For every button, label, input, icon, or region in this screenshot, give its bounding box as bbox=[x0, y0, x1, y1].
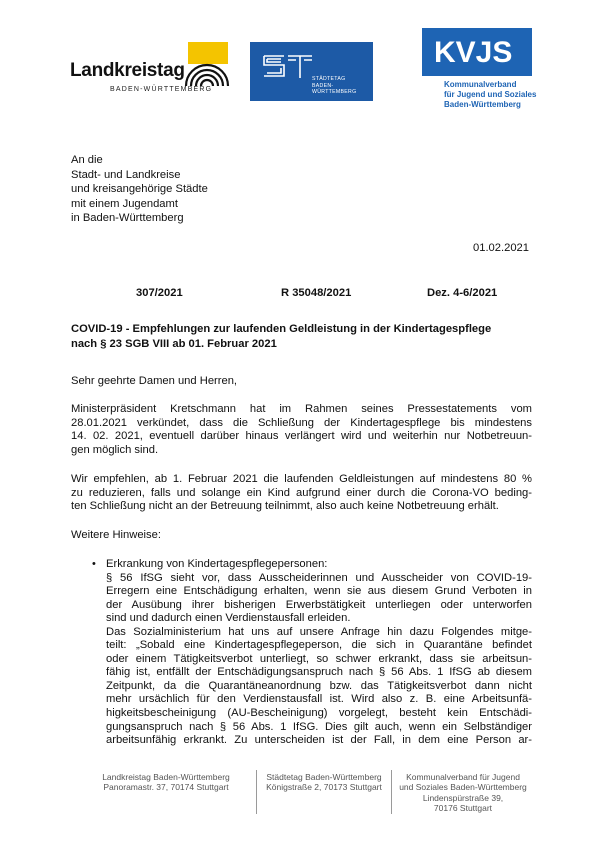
kvjs-line-1: Kommunalverband bbox=[444, 80, 517, 89]
bullet-line: § 56 IfSG sieht vor, dass Ausscheiderinnen und Ausscheider von COVID-19- bbox=[106, 571, 532, 584]
address-line: mit einem Jugendamt bbox=[71, 197, 178, 210]
paragraph-line: Ministerpräsident Kretschmann hat im Rahmen seines Pressestatements vom bbox=[71, 403, 532, 415]
bullet-line: Erregern eine Entschädigung erhalten, wenn sie aus diesem Grund Verboten in bbox=[106, 585, 532, 598]
subject-line: nach § 23 SGB VIII ab 01. Februar 2021 bbox=[71, 337, 277, 350]
footer-line: und Soziales Baden-Württemberg bbox=[399, 782, 527, 793]
paragraph-line: ten Schließung nicht an der Betreuung teilnimmt, also auch keine Notbetreuung erhält. bbox=[71, 500, 499, 513]
bullet-line: fähig ist, entfällt der Entschädigungsanspruch nach § 56 Abs. 1 IfSG ab diesem bbox=[106, 666, 532, 679]
footer-line: Königstraße 2, 70173 Stuttgart bbox=[266, 782, 382, 793]
address-line: und kreisangehörige Städte bbox=[71, 183, 208, 196]
paragraph-line: 28.01.2021 verkündet, dass die Schließung der Kindertagespflege bis mindestens bbox=[71, 416, 532, 429]
subject-heading bbox=[71, 322, 541, 351]
staedtetag-logo bbox=[250, 42, 373, 101]
address-line: in Baden-Württemberg bbox=[71, 212, 184, 225]
paragraph-line: Wir empfehlen, ab 1. Februar 2021 die laufenden Geldleistungen auf mindestens 80 % bbox=[71, 473, 532, 485]
footer-line: Kommunalverband für Jugend bbox=[406, 772, 520, 782]
reference-file: R 35048/2021 bbox=[281, 287, 352, 299]
reference-department: Dez. 4-6/2021 bbox=[427, 287, 498, 299]
paragraph-line: zu reduzieren, falls und solange ein Kind aufgrund einer durch die Corona-VO beding- bbox=[71, 486, 532, 499]
bullet-line: gungsanspruch nach § 56 Abs. 1 IfSG. Dies gilt auch, wenn ein Selbständiger bbox=[106, 720, 532, 733]
bullet-line: arbeitsunfähig erkrankt. Zu unterscheiden ist der Fall, in dem eine Person ar- bbox=[106, 734, 532, 747]
footer-kvjs bbox=[392, 772, 534, 814]
paragraph-line: gen möglich sind. bbox=[71, 443, 159, 456]
bullet-line: higkeitsbescheinigung (AU-Bescheinigung) vorgelegt, besteht kein Entschädi- bbox=[106, 707, 532, 720]
bullet-line: teilt: „Sobald eine Kindertagespflegeperson, die sich in Quarantäne befindet bbox=[106, 639, 532, 652]
bullet-marker: • bbox=[92, 558, 96, 570]
bullet-line: Das Sozialministerium hat uns auf unsere Anfrage hin dazu Folgendes mitge- bbox=[106, 625, 532, 638]
kvjs-logo bbox=[422, 28, 532, 76]
paragraph-1 bbox=[71, 403, 532, 457]
kvjs-line-3: Baden-Württemberg bbox=[444, 100, 521, 109]
reference-number: 307/2021 bbox=[136, 287, 183, 299]
bullet-line: oder einem Tätigkeitsverbot unterliegt, so schwer erkrankt, dass sie arbeitsun- bbox=[106, 652, 532, 665]
hints-label: Weitere Hinweise: bbox=[71, 529, 161, 541]
landkreistag-logo bbox=[70, 42, 230, 98]
bullet-line: Zeitpunkt, da die Quarantäneanordnung bzw. das Tätigkeitsverbot dann nicht bbox=[106, 679, 532, 692]
footer-landkreistag bbox=[86, 772, 246, 793]
landkreistag-subtitle: BADEN-WÜRTTEMBERG bbox=[110, 86, 213, 93]
footer-line: 70176 Stuttgart bbox=[433, 803, 493, 814]
staedtetag-text bbox=[312, 76, 373, 96]
landkreistag-arcs-icon bbox=[182, 52, 232, 86]
footer-divider bbox=[256, 770, 257, 814]
footer-staedtetag bbox=[258, 772, 390, 793]
staedtetag-line-1: STÄDTETAG bbox=[312, 76, 346, 82]
footer-line: Lindenspürstraße 39, bbox=[422, 792, 504, 803]
letter-date: 01.02.2021 bbox=[473, 242, 529, 254]
kvjs-subtitle bbox=[444, 80, 536, 110]
bullet-line: mehr ursächlich für den Verdienstausfall ist. Wird also z. B. eine Arbeitsunfä- bbox=[106, 693, 532, 706]
footer-line: Städtetag Baden-Württemberg bbox=[266, 772, 382, 782]
salutation: Sehr geehrte Damen und Herren, bbox=[71, 375, 238, 387]
landkreistag-name: Landkreistag bbox=[70, 60, 185, 81]
kvjs-name: KVJS bbox=[434, 36, 513, 69]
footer-line: Panoramastr. 37, 70174 Stuttgart bbox=[103, 782, 229, 793]
recipient-address bbox=[71, 153, 208, 226]
staedtetag-line-2: BADEN-WÜRTTEMBERG bbox=[312, 82, 357, 95]
address-line: An die bbox=[71, 154, 103, 166]
address-line: Stadt- und Landkreise bbox=[71, 168, 181, 181]
footer-line: Landkreistag Baden-Württemberg bbox=[102, 772, 230, 782]
paragraph-line: 14. 02. 2021, eventuell darüber hinaus verlängert wird und weiterhin nur Notbetreuun- bbox=[71, 430, 532, 443]
bullet-line: sind und dadurch einen Verdienstausfall erleiden. bbox=[106, 612, 351, 625]
bullet-line: Erkrankung von Kindertagespflegepersonen: bbox=[106, 558, 328, 570]
bullet-content bbox=[106, 558, 532, 748]
paragraph-2 bbox=[71, 473, 532, 514]
kvjs-line-2: für Jugend und Soziales bbox=[444, 90, 537, 99]
bullet-line: der Ausübung ihrer bisherigen Erwerbstätigkeit unterliegen oder unterworfen bbox=[106, 598, 532, 611]
subject-line: COVID-19 - Empfehlungen zur laufenden Geldleistung in der Kindertagespflege bbox=[71, 323, 492, 335]
